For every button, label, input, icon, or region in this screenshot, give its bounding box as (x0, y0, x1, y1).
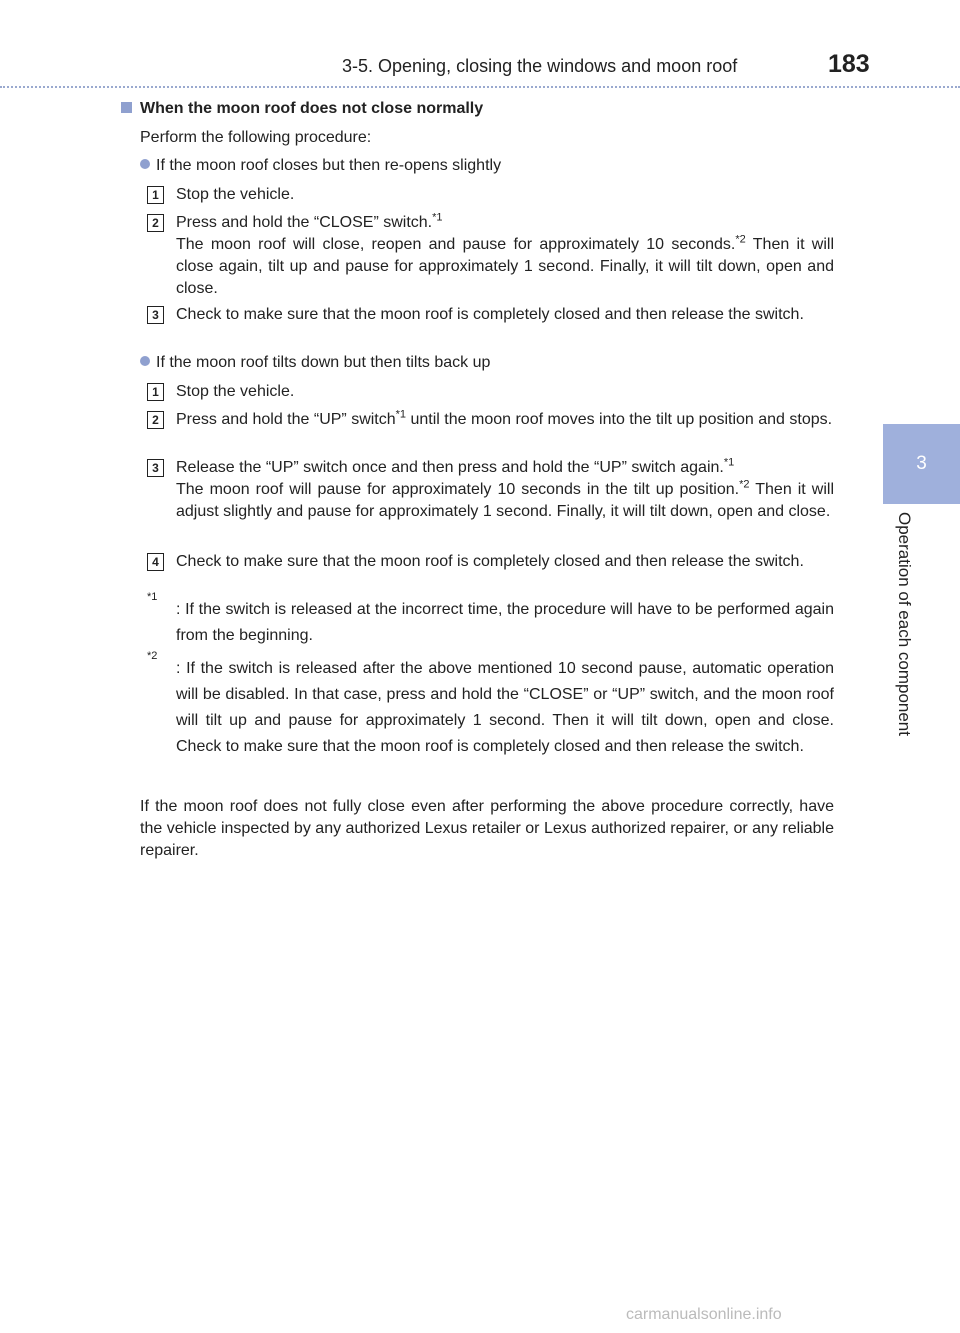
step-item (147, 304, 834, 326)
step-text-rest: until the moon roof moves into the tilt up position and stops. (406, 411, 833, 428)
step-number-badge: 1 (147, 383, 164, 401)
step-text: Check to make sure that the moon roof is completely closed and then release the switch. (176, 553, 804, 570)
step-item (147, 551, 834, 573)
step-detail-rest: Then it will adjust slightly and pause for approximately 1 second. Finally, it will tilt down, open and close. (176, 481, 835, 520)
step-number-badge: 2 (147, 411, 164, 429)
step-detail: The moon roof will close, reopen and pause for approximately 10 seconds. (176, 236, 736, 253)
circle-bullet-icon (140, 356, 150, 366)
closing-paragraph: If the moon roof does not fully close even after performing the above procedure correctly, have the vehicle inspected by any authorized Lexus retailer or Lexus authorized repairer, or any reliable repairer. (140, 798, 834, 859)
step-text: Press and hold the “CLOSE” switch. (176, 214, 433, 231)
page-number: 183 (828, 50, 870, 78)
section-heading-text: When the moon roof does not close normally (140, 100, 484, 117)
case-title: If the moon roof tilts down but then tilts back up (156, 354, 491, 371)
footnote-ref: *2 (739, 478, 750, 491)
step-number-badge: 3 (147, 459, 164, 477)
footnote-text: : If the switch is released after the above mentioned 10 second pause, automatic operation will be disabled. In that case, press and hold the “CLOSE” or “UP” switch, and the moon roof will tilt up and pause for approximately 1 second. Then it will tilt down, open and close. Check to make sure that the moon roof is completely closed and then release the switch. (176, 660, 834, 755)
step-text: Release the “UP” switch once and then press and hold the “UP” switch again. (176, 459, 724, 476)
footnote-ref: *1 (723, 456, 735, 469)
step-item (147, 409, 834, 431)
square-bullet-icon (121, 102, 132, 113)
step-number-badge: 1 (147, 186, 164, 204)
section-heading (121, 100, 483, 118)
chapter-number: 3 (916, 453, 927, 474)
step-item (147, 457, 834, 523)
case-title: If the moon roof closes but then re-opens slightly (156, 157, 502, 174)
footnote: *1 : If the switch is released at the incorrect time, the procedure will have to be performed again from the beginning. (147, 597, 834, 649)
circle-bullet-icon (140, 159, 150, 169)
step-item (147, 212, 834, 300)
footnote-ref: *1 (395, 408, 407, 421)
step-number-badge: 4 (147, 553, 164, 571)
footnote-ref: *1 (432, 211, 443, 224)
step-detail-rest: Then it will close again, tilt up and pause for approximately 1 second. Finally, it will tilt down, open and close. (176, 236, 835, 297)
step-detail: The moon roof will pause for approximately 10 seconds in the tilt up position. (176, 481, 740, 498)
step-text: Press and hold the “UP” switch (176, 411, 396, 428)
case-heading (140, 354, 490, 372)
watermark: carmanualsonline.info (626, 1306, 782, 1323)
step-text: Stop the vehicle. (176, 186, 295, 203)
chapter-tab[interactable] (883, 424, 960, 504)
case-heading (140, 157, 501, 175)
step-item (147, 381, 834, 403)
footnote-ref: *2 (735, 233, 746, 246)
step-number-badge: 3 (147, 306, 164, 324)
step-item (147, 184, 834, 206)
step-text: Check to make sure that the moon roof is completely closed and then release the switch. (176, 306, 804, 323)
intro-text: Perform the following procedure: (140, 129, 372, 146)
step-text: Stop the vehicle. (176, 383, 295, 400)
footnote-text: : If the switch is released at the incorrect time, the procedure will have to be performed again from the beginning. (176, 601, 834, 644)
chapter-label: Operation of each component (895, 512, 914, 736)
header-divider (0, 86, 960, 88)
step-number-badge: 2 (147, 214, 164, 232)
footnote: *2 : If the switch is released after the above mentioned 10 second pause, automatic operation will be disabled. In that case, press and hold the “CLOSE” or “UP” switch, and the moon roof will tilt up and pause for approximately 1 second. Then it will tilt down, open and close. Check to make sure that the moon roof is completely closed and then release the switch. (147, 656, 834, 760)
header-title: 3-5. Opening, closing the windows and moon roof (342, 56, 738, 76)
